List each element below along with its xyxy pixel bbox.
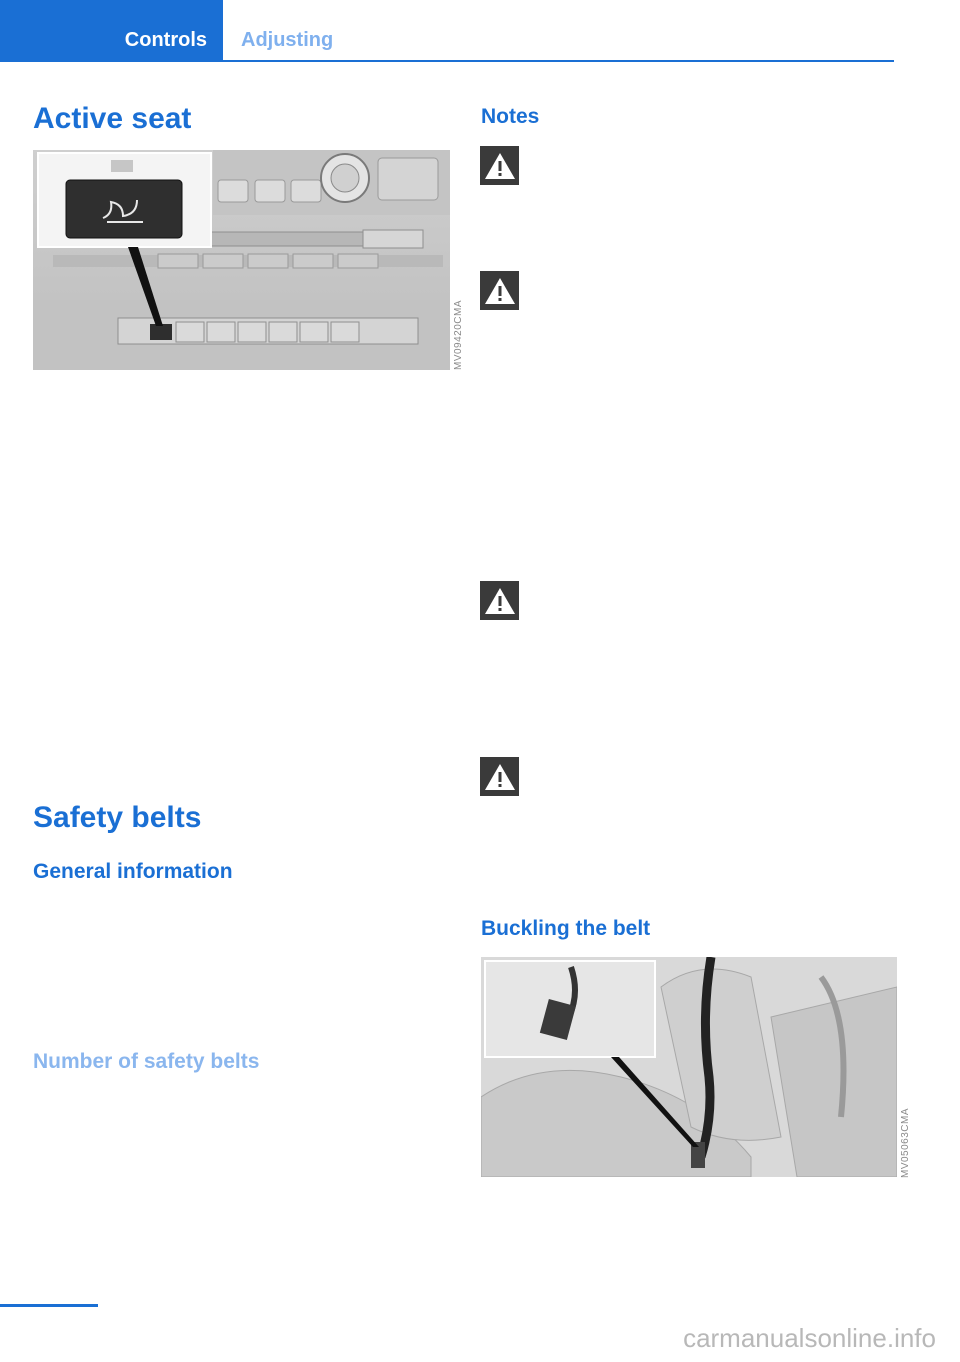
warning-box-1 xyxy=(480,146,519,185)
warning-box-4 xyxy=(480,757,519,796)
heading-buckling-the-belt: Buckling the belt xyxy=(481,917,651,940)
console-illustration xyxy=(33,150,450,370)
tab-adjusting[interactable] xyxy=(241,0,333,60)
heading-notes: Notes xyxy=(481,105,540,128)
figure-code-seat: MV09420CMA xyxy=(453,299,464,370)
footer-divider xyxy=(0,1304,98,1307)
heading-safety-belts: Safety belts xyxy=(33,801,202,834)
header-divider xyxy=(0,60,894,62)
figure-code-belt: MV05063CMA xyxy=(900,1107,911,1178)
heading-general-information: General information xyxy=(33,860,233,883)
figure-active-seat-button xyxy=(33,150,450,370)
warning-triangle-icon xyxy=(483,276,517,306)
warning-triangle-icon xyxy=(483,762,517,792)
warning-box-3 xyxy=(480,581,519,620)
heading-active-seat: Active seat xyxy=(33,102,192,135)
heading-number-of-belts: Number of safety belts xyxy=(33,1050,260,1073)
belt-illustration xyxy=(481,957,897,1177)
warning-triangle-icon xyxy=(483,151,517,181)
warning-triangle-icon xyxy=(483,586,517,616)
figure-buckling-belt xyxy=(481,957,897,1177)
tab-adjusting-label: Adjusting xyxy=(241,29,334,51)
watermark: carmanualsonline.info xyxy=(683,1323,936,1353)
warning-box-2 xyxy=(480,271,519,310)
tab-controls[interactable] xyxy=(0,0,223,60)
tab-controls-label: Controls xyxy=(124,29,207,51)
